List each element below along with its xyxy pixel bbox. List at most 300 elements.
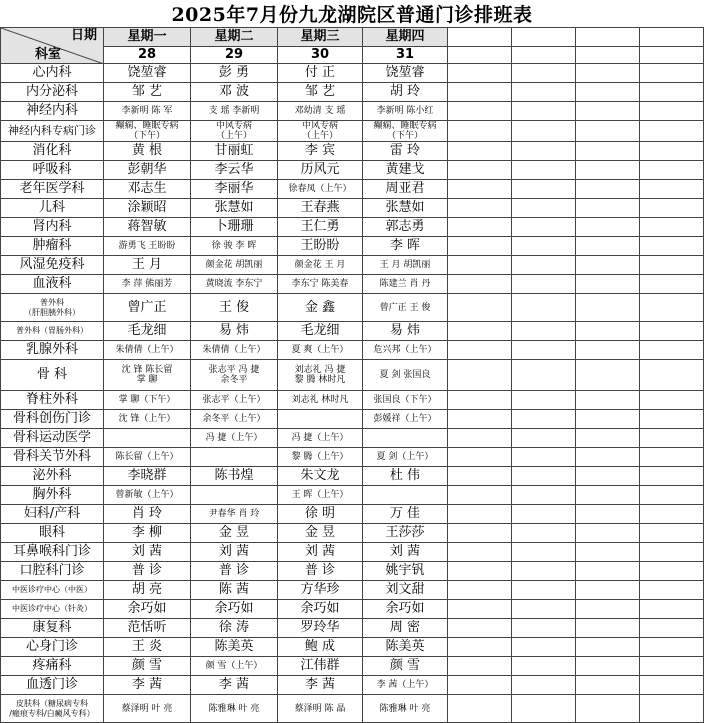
doctor-cell: 蔡泽明 陈 晶: [278, 695, 363, 723]
schedule-row: [1, 142, 704, 161]
doctor-cell: 卜珊珊: [191, 218, 278, 237]
empty-cell: [512, 28, 576, 47]
empty-cell: [512, 275, 576, 294]
empty-cell: [512, 47, 576, 64]
schedule-row: [1, 83, 704, 102]
cell-line: 黎 腾 林时凡: [294, 375, 346, 385]
cell-line: 普外科: [40, 297, 64, 307]
cell-line: （下午）: [128, 131, 165, 141]
doctor-cell: 毛龙细: [104, 322, 191, 341]
empty-cell: [448, 218, 512, 237]
doctor-cell: [104, 121, 191, 142]
empty-cell: [640, 142, 704, 161]
empty-cell: [640, 543, 704, 562]
header-row-dates: [1, 47, 704, 64]
empty-cell: [640, 161, 704, 180]
empty-cell: [512, 448, 576, 467]
doctor-cell: 周亚君: [363, 180, 448, 199]
empty-cell: [640, 102, 704, 121]
doctor-cell: [191, 360, 278, 391]
corner-dept-label: 科室: [35, 47, 62, 62]
empty-cell: [512, 218, 576, 237]
doctor-cell: 颜 雪: [363, 657, 448, 676]
date-header-3: 30: [278, 47, 363, 64]
empty-cell: [512, 429, 576, 448]
empty-cell: [512, 142, 576, 161]
empty-cell: [512, 360, 576, 391]
header-row-weekdays: [1, 28, 704, 47]
doctor-cell: 邓 波: [191, 83, 278, 102]
doctor-cell: 付 正: [278, 64, 363, 83]
empty-cell: [512, 391, 576, 410]
weekday-header-1: 星期一: [104, 28, 191, 47]
schedule-row: [1, 360, 704, 391]
doctor-cell: 陈长留（上午）: [104, 448, 191, 467]
doctor-cell: 颜金花 胡凯丽: [191, 256, 278, 275]
empty-cell: [448, 360, 512, 391]
doctor-cell: [104, 360, 191, 391]
doctor-cell: 李 茜: [278, 676, 363, 695]
doctor-cell: 曾新敏（上午）: [104, 486, 191, 505]
schedule-row: [1, 657, 704, 676]
doctor-cell: 支 瑶 李新明: [191, 102, 278, 121]
cell-line: 刘志礼 冯 捷: [294, 365, 346, 375]
empty-cell: [512, 199, 576, 218]
empty-cell: [576, 410, 640, 429]
doctor-cell: 徐 骏 李 晖: [191, 237, 278, 256]
doctor-cell: 陈雅琳 叶 亮: [363, 695, 448, 723]
doctor-cell: 黄晓流 李东宁: [191, 275, 278, 294]
doctor-cell: 陈美英: [191, 638, 278, 657]
empty-cell: [576, 47, 640, 64]
empty-cell: [576, 142, 640, 161]
empty-cell: [448, 562, 512, 581]
doctor-cell: 陈美英: [363, 638, 448, 657]
doctor-cell: 曾广正 王 俊: [363, 294, 448, 322]
empty-cell: [640, 562, 704, 581]
empty-cell: [576, 294, 640, 322]
empty-cell: [512, 237, 576, 256]
doctor-cell: 余巧如: [363, 600, 448, 619]
doctor-cell: 金 鑫: [278, 294, 363, 322]
department-name: [1, 695, 104, 723]
weekday-header-4: 星期四: [363, 28, 448, 47]
empty-cell: [576, 180, 640, 199]
doctor-cell: 张国良（下午）: [363, 391, 448, 410]
schedule-row: [1, 180, 704, 199]
doctor-cell: 颜 雪（上午）: [191, 657, 278, 676]
doctor-cell: 王 炎: [104, 638, 191, 657]
doctor-cell: 余巧如: [191, 600, 278, 619]
schedule-row: [1, 322, 704, 341]
empty-cell: [512, 505, 576, 524]
doctor-cell: 蔡泽明 叶 亮: [104, 695, 191, 723]
empty-cell: [448, 695, 512, 723]
empty-cell: [640, 47, 704, 64]
doctor-cell: 罗玲华: [278, 619, 363, 638]
department-name: 中医诊疗中心（中医）: [1, 581, 104, 600]
empty-cell: [512, 341, 576, 360]
empty-cell: [512, 256, 576, 275]
empty-cell: [512, 102, 576, 121]
doctor-cell: 陈 茜: [191, 581, 278, 600]
empty-cell: [448, 657, 512, 676]
schedule-row: [1, 161, 704, 180]
empty-cell: [512, 524, 576, 543]
department-name: 耳鼻喉科门诊: [1, 543, 104, 562]
empty-cell: [576, 619, 640, 638]
doctor-cell: [104, 429, 191, 448]
doctor-cell: 甘丽虹: [191, 142, 278, 161]
empty-cell: [640, 237, 704, 256]
department-name: 口腔科门诊: [1, 562, 104, 581]
empty-cell: [640, 581, 704, 600]
schedule-row: [1, 448, 704, 467]
empty-cell: [512, 322, 576, 341]
empty-cell: [576, 505, 640, 524]
doctor-cell: 徐 涛: [191, 619, 278, 638]
empty-cell: [512, 121, 576, 142]
schedule-row: [1, 237, 704, 256]
department-name: 心内科: [1, 64, 104, 83]
empty-cell: [448, 161, 512, 180]
doctor-cell: [278, 121, 363, 142]
corner-header: [1, 28, 104, 64]
empty-cell: [448, 543, 512, 562]
empty-cell: [640, 121, 704, 142]
doctor-cell: 张慧如: [363, 199, 448, 218]
department-name: 脊柱外科: [1, 391, 104, 410]
doctor-cell: 徐 明: [278, 505, 363, 524]
department-name: 胸外科: [1, 486, 104, 505]
schedule-row: [1, 619, 704, 638]
doctor-cell: 李丽华: [191, 180, 278, 199]
doctor-cell: 张慧如: [191, 199, 278, 218]
cell-line: 中风专病: [301, 121, 338, 131]
empty-cell: [576, 341, 640, 360]
doctor-cell: 万 佳: [363, 505, 448, 524]
doctor-cell: 夏 剑 张国良: [363, 360, 448, 391]
doctor-cell: 余巧如: [104, 600, 191, 619]
empty-cell: [512, 695, 576, 723]
empty-cell: [448, 142, 512, 161]
department-name: 普外科（胃肠外科）: [1, 322, 104, 341]
doctor-cell: 鲍 成: [278, 638, 363, 657]
empty-cell: [512, 486, 576, 505]
empty-cell: [448, 275, 512, 294]
doctor-cell: 胡 亮: [104, 581, 191, 600]
doctor-cell: 历风元: [278, 161, 363, 180]
schedule-row: [1, 543, 704, 562]
cell-line: （上午）: [215, 131, 252, 141]
doctor-cell: 杜 伟: [363, 467, 448, 486]
empty-cell: [448, 180, 512, 199]
empty-cell: [448, 600, 512, 619]
empty-cell: [512, 657, 576, 676]
empty-cell: [640, 695, 704, 723]
department-name: 消化科: [1, 142, 104, 161]
schedule-row: [1, 410, 704, 429]
schedule-row: [1, 429, 704, 448]
doctor-cell: 王春燕: [278, 199, 363, 218]
empty-cell: [576, 600, 640, 619]
doctor-cell: 王 月 胡凯丽: [363, 256, 448, 275]
doctor-cell: 邹 艺: [104, 83, 191, 102]
empty-cell: [576, 657, 640, 676]
doctor-cell: 李云华: [191, 161, 278, 180]
doctor-cell: 王 晖（上午）: [278, 486, 363, 505]
empty-cell: [448, 391, 512, 410]
doctor-cell: 易 炜: [363, 322, 448, 341]
empty-cell: [640, 64, 704, 83]
doctor-cell: 陈雅琳 叶 亮: [191, 695, 278, 723]
doctor-cell: 雷 玲: [363, 142, 448, 161]
doctor-cell: 姚宇钒: [363, 562, 448, 581]
schedule-row: [1, 562, 704, 581]
empty-cell: [640, 600, 704, 619]
doctor-cell: 李东宁 陈美春: [278, 275, 363, 294]
empty-cell: [576, 429, 640, 448]
doctor-cell: [363, 486, 448, 505]
schedule-row: [1, 676, 704, 695]
empty-cell: [448, 47, 512, 64]
doctor-cell: 李 宾: [278, 142, 363, 161]
empty-cell: [512, 180, 576, 199]
empty-cell: [576, 161, 640, 180]
empty-cell: [512, 562, 576, 581]
doctor-cell: 王仁勇: [278, 218, 363, 237]
doctor-cell: 涂颖昭: [104, 199, 191, 218]
doctor-cell: 邹 艺: [278, 83, 363, 102]
empty-cell: [448, 448, 512, 467]
department-name: 疼痛科: [1, 657, 104, 676]
empty-cell: [576, 199, 640, 218]
doctor-cell: 饶堃睿: [363, 64, 448, 83]
department-name: [1, 294, 104, 322]
doctor-cell: 刘 茜: [191, 543, 278, 562]
empty-cell: [448, 524, 512, 543]
department-name: 血液科: [1, 275, 104, 294]
doctor-cell: 李 晖: [363, 237, 448, 256]
doctor-cell: 李新明 陈小红: [363, 102, 448, 121]
department-name: 儿科: [1, 199, 104, 218]
page-title: 2025年7月份九龙湖院区普通门诊排班表: [171, 4, 533, 26]
doctor-cell: 王 月: [104, 256, 191, 275]
doctor-cell: 朱倩倩（上午）: [191, 341, 278, 360]
doctor-cell: 彭朝华: [104, 161, 191, 180]
cell-line: 余冬平: [220, 375, 248, 385]
schedule-row: [1, 102, 704, 121]
doctor-cell: 黄建戈: [363, 161, 448, 180]
doctor-cell: 尹春华 肖 玲: [191, 505, 278, 524]
empty-cell: [576, 83, 640, 102]
empty-cell: [576, 467, 640, 486]
empty-cell: [512, 619, 576, 638]
doctor-cell: 金 昱: [278, 524, 363, 543]
empty-cell: [576, 256, 640, 275]
empty-cell: [576, 581, 640, 600]
doctor-cell: 刘 茜: [104, 543, 191, 562]
schedule-row: [1, 638, 704, 657]
empty-cell: [576, 448, 640, 467]
department-name: 中医诊疗中心（针灸）: [1, 600, 104, 619]
department-name: 内分泌科: [1, 83, 104, 102]
department-name: 眼科: [1, 524, 104, 543]
empty-cell: [640, 294, 704, 322]
empty-cell: [448, 64, 512, 83]
cell-line: 张志平 冯 捷: [208, 365, 260, 375]
empty-cell: [576, 322, 640, 341]
doctor-cell: 夏 剑（上午）: [363, 448, 448, 467]
doctor-cell: [363, 429, 448, 448]
empty-cell: [640, 180, 704, 199]
department-name: 呼吸科: [1, 161, 104, 180]
doctor-cell: 饶堃睿: [104, 64, 191, 83]
doctor-cell: 沈 锋（上午）: [104, 410, 191, 429]
department-name: 骨科创伤门诊: [1, 410, 104, 429]
schedule-row: [1, 505, 704, 524]
empty-cell: [512, 676, 576, 695]
empty-cell: [640, 410, 704, 429]
doctor-cell: 彭媛祥（上午）: [363, 410, 448, 429]
empty-cell: [448, 322, 512, 341]
empty-cell: [640, 199, 704, 218]
empty-cell: [576, 524, 640, 543]
empty-cell: [640, 341, 704, 360]
schedule-row: [1, 391, 704, 410]
empty-cell: [576, 121, 640, 142]
doctor-cell: 冯 捷（上午）: [191, 429, 278, 448]
doctor-cell: [191, 121, 278, 142]
empty-cell: [576, 486, 640, 505]
empty-cell: [576, 391, 640, 410]
doctor-cell: 郭志勇: [363, 218, 448, 237]
empty-cell: [576, 562, 640, 581]
corner-date-label: 日期: [70, 28, 97, 43]
schedule-row: [1, 581, 704, 600]
doctor-cell: 余巧如: [278, 600, 363, 619]
department-name: 骨科运动医学: [1, 429, 104, 448]
empty-cell: [512, 161, 576, 180]
doctor-cell: 邓志生: [104, 180, 191, 199]
schedule-table: [0, 27, 704, 723]
department-name: 妇科/产科: [1, 505, 104, 524]
empty-cell: [448, 294, 512, 322]
department-name: 血透门诊: [1, 676, 104, 695]
empty-cell: [448, 505, 512, 524]
doctor-cell: 曾广正: [104, 294, 191, 322]
schedule-row: [1, 218, 704, 237]
empty-cell: [640, 322, 704, 341]
empty-cell: [448, 121, 512, 142]
empty-cell: [576, 543, 640, 562]
empty-cell: [448, 581, 512, 600]
empty-cell: [640, 524, 704, 543]
doctor-cell: 黄 根: [104, 142, 191, 161]
empty-cell: [576, 695, 640, 723]
empty-cell: [448, 429, 512, 448]
empty-cell: [512, 83, 576, 102]
doctor-cell: 朱倩倩（上午）: [104, 341, 191, 360]
doctor-cell: 刘志礼 林时凡: [278, 391, 363, 410]
cell-line: 癫痫、睡眠专病: [115, 121, 179, 131]
empty-cell: [448, 83, 512, 102]
department-name: 骨科关节外科: [1, 448, 104, 467]
empty-cell: [448, 102, 512, 121]
date-header-1: 28: [104, 47, 191, 64]
date-header-2: 29: [191, 47, 278, 64]
date-header-4: 31: [363, 47, 448, 64]
empty-cell: [640, 448, 704, 467]
empty-cell: [576, 28, 640, 47]
doctor-cell: 彭 勇: [191, 64, 278, 83]
doctor-cell: [363, 121, 448, 142]
empty-cell: [576, 64, 640, 83]
empty-cell: [640, 486, 704, 505]
empty-cell: [448, 410, 512, 429]
doctor-cell: 邓幼清 支 瑶: [278, 102, 363, 121]
schedule-row: [1, 695, 704, 723]
empty-cell: [448, 28, 512, 47]
empty-cell: [640, 275, 704, 294]
schedule-row: [1, 341, 704, 360]
empty-cell: [640, 429, 704, 448]
empty-cell: [576, 275, 640, 294]
doctor-cell: 王莎莎: [363, 524, 448, 543]
empty-cell: [640, 256, 704, 275]
empty-cell: [576, 102, 640, 121]
schedule-row: [1, 486, 704, 505]
doctor-cell: 周 密: [363, 619, 448, 638]
weekday-header-2: 星期二: [191, 28, 278, 47]
cell-line: （肝胆胰外科）: [24, 307, 80, 317]
doctor-cell: 毛龙细: [278, 322, 363, 341]
empty-cell: [448, 676, 512, 695]
weekday-header-3: 星期三: [278, 28, 363, 47]
doctor-cell: 危兴邦（上午）: [363, 341, 448, 360]
empty-cell: [512, 467, 576, 486]
doctor-cell: 普 诊: [278, 562, 363, 581]
empty-cell: [640, 638, 704, 657]
empty-cell: [640, 28, 704, 47]
doctor-cell: 刘文甜: [363, 581, 448, 600]
doctor-cell: 金 昱: [191, 524, 278, 543]
department-name: 泌外科: [1, 467, 104, 486]
cell-line: /瘢痕专科/白癜风专科）: [9, 708, 95, 718]
doctor-cell: 王盼盼: [278, 237, 363, 256]
empty-cell: [448, 341, 512, 360]
empty-cell: [512, 581, 576, 600]
doctor-cell: 普 诊: [191, 562, 278, 581]
empty-cell: [448, 486, 512, 505]
doctor-cell: 李 茜: [191, 676, 278, 695]
department-name: 神经内科: [1, 102, 104, 121]
doctor-cell: 游勇飞 王盼盼: [104, 237, 191, 256]
doctor-cell: 夏 爽（上午）: [278, 341, 363, 360]
doctor-cell: 刘 茜: [278, 543, 363, 562]
empty-cell: [640, 83, 704, 102]
empty-cell: [512, 543, 576, 562]
doctor-cell: 颜 雪: [104, 657, 191, 676]
empty-cell: [640, 619, 704, 638]
doctor-cell: 李晓群: [104, 467, 191, 486]
schedule-row: [1, 294, 704, 322]
empty-cell: [512, 64, 576, 83]
schedule-row: [1, 121, 704, 142]
empty-cell: [576, 237, 640, 256]
doctor-cell: [278, 410, 363, 429]
cell-line: （上午）: [301, 131, 338, 141]
